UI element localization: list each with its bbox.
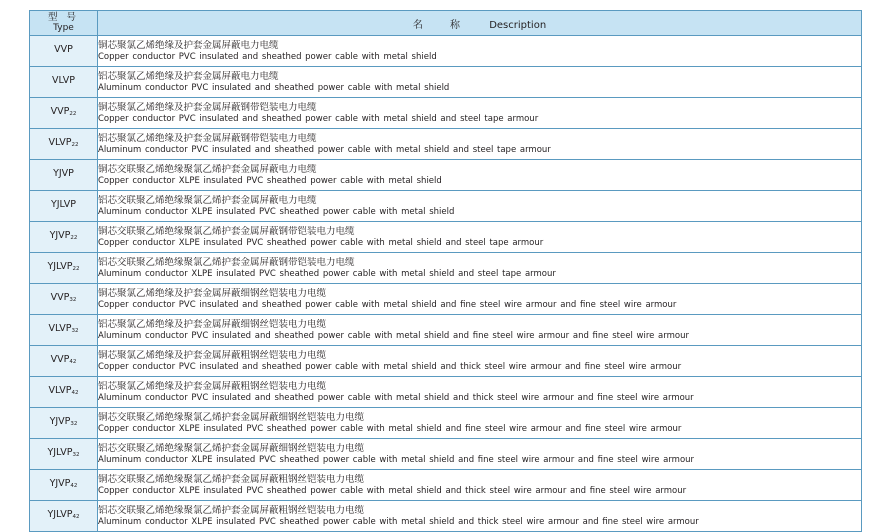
type-cell	[30, 36, 98, 67]
type-header-en: Type	[53, 23, 74, 33]
description-zh: 铝芯聚氯乙烯绝缘及护套金属屏蔽电力电缆	[98, 70, 279, 82]
table-row	[30, 191, 862, 222]
type-cell	[30, 129, 98, 160]
model-code: YJLVP	[50, 199, 77, 210]
description-zh: 铜芯聚氯乙烯绝缘及护套金属屏蔽电力电缆	[98, 39, 279, 51]
description-zh: 铝芯交联聚乙烯绝缘聚氯乙烯护套金属屏蔽电力电缆	[98, 194, 317, 206]
model-suffix: 22	[72, 266, 80, 272]
model-suffix: 42	[71, 390, 79, 396]
description-cell	[98, 67, 862, 98]
description-column-header	[98, 11, 862, 36]
type-cell	[30, 98, 98, 129]
description-cell	[98, 315, 862, 346]
model-suffix: 42	[70, 483, 78, 489]
description-en: Copper conductor PVC insulated and sheathed power cable with metal shield and thick steel wire armour and fine steel wire armour	[98, 361, 682, 372]
table-row	[30, 284, 862, 315]
table-row	[30, 253, 862, 284]
type-cell	[30, 191, 98, 222]
description-zh: 铜芯聚氯乙烯绝缘及护套金属屏蔽钢带铠装电力电缆	[98, 101, 317, 113]
cable-type-table	[29, 10, 862, 532]
model-suffix: 42	[69, 359, 77, 365]
description-en: Copper conductor XLPE insulated PVC sheathed power cable with metal shield and fine steel wire armour and fine steel wire armour	[98, 423, 682, 434]
model-code: YJVP	[49, 230, 71, 241]
description-zh: 铝芯交联聚乙烯绝缘聚氯乙烯护套金属屏蔽细钢丝铠装电力电缆	[98, 442, 365, 454]
description-en: Copper conductor XLPE insulated PVC sheathed power cable with metal shield and thick steel wire armour and fine steel wire armour	[98, 485, 687, 496]
type-cell	[30, 315, 98, 346]
type-cell	[30, 222, 98, 253]
description-zh: 铜芯交联聚乙烯绝缘聚氯乙烯护套金属屏蔽钢带铠装电力电缆	[98, 225, 355, 237]
type-column-header	[30, 11, 98, 36]
model-code: VVP	[50, 292, 70, 303]
description-en: Copper conductor XLPE insulated PVC sheathed power cable with metal shield	[98, 175, 442, 186]
table-row	[30, 222, 862, 253]
description-zh: 铝芯聚氯乙烯绝缘及护套金属屏蔽钢带铠装电力电缆	[98, 132, 317, 144]
type-header-zh: 型 号	[47, 12, 80, 23]
description-cell	[98, 253, 862, 284]
model-suffix: 22	[71, 142, 79, 148]
description-cell	[98, 377, 862, 408]
model-suffix: 32	[71, 328, 79, 334]
type-cell	[30, 284, 98, 315]
type-cell	[30, 377, 98, 408]
type-cell	[30, 67, 98, 98]
model-code: YJVP	[53, 168, 74, 179]
model-suffix: 32	[70, 421, 78, 427]
model-code: YJVP	[49, 478, 71, 489]
description-zh: 铜芯交联聚乙烯绝缘聚氯乙烯护套金属屏蔽粗钢丝铠装电力电缆	[98, 473, 365, 485]
table-row	[30, 439, 862, 470]
description-cell	[98, 222, 862, 253]
model-code: VLVP	[52, 75, 75, 86]
description-en: Copper conductor PVC insulated and sheathed power cable with metal shield and steel tape armour	[98, 113, 539, 124]
description-cell	[98, 439, 862, 470]
description-cell	[98, 36, 862, 67]
description-en: Aluminum conductor XLPE insulated PVC sheathed power cable with metal shield and thick steel wire armour and fine steel wire armour	[98, 516, 699, 527]
table-row	[30, 129, 862, 160]
table-row	[30, 36, 862, 67]
table-row	[30, 470, 862, 501]
model-code: VVP	[54, 44, 73, 55]
description-zh: 铜芯聚氯乙烯绝缘及护套金属屏蔽细钢丝铠装电力电缆	[98, 287, 327, 299]
type-cell	[30, 470, 98, 501]
table-row	[30, 67, 862, 98]
description-cell	[98, 408, 862, 439]
description-zh: 铝芯交联聚乙烯绝缘聚氯乙烯护套金属屏蔽粗钢丝铠装电力电缆	[98, 504, 365, 516]
model-code: VLVP	[48, 137, 72, 148]
table-row	[30, 346, 862, 377]
description-zh: 铝芯聚氯乙烯绝缘及护套金属屏蔽细钢丝铠装电力电缆	[98, 318, 327, 330]
model-code: VLVP	[48, 385, 72, 396]
model-code: YJLVP	[47, 447, 73, 458]
description-cell	[98, 470, 862, 501]
description-en: Aluminum conductor PVC insulated and sheathed power cable with metal shield and thick steel wire armour and fine steel wire armour	[98, 392, 694, 403]
description-zh: 铜芯交联聚乙烯绝缘聚氯乙烯护套金属屏蔽细钢丝铠装电力电缆	[98, 411, 365, 423]
description-cell	[98, 501, 862, 532]
model-suffix: 32	[72, 452, 80, 458]
description-zh: 铝芯交联聚乙烯绝缘聚氯乙烯护套金属屏蔽钢带铠装电力电缆	[98, 256, 355, 268]
description-zh: 铝芯聚氯乙烯绝缘及护套金属屏蔽粗钢丝铠装电力电缆	[98, 380, 327, 392]
description-en: Aluminum conductor XLPE insulated PVC sheathed power cable with metal shield	[98, 206, 455, 217]
table-row	[30, 98, 862, 129]
description-en: Aluminum conductor XLPE insulated PVC sheathed power cable with metal shield and steel tape armour	[98, 268, 556, 279]
model-code: VVP	[50, 354, 70, 365]
description-cell	[98, 129, 862, 160]
description-zh: 铜芯聚氯乙烯绝缘及护套金属屏蔽粗钢丝铠装电力电缆	[98, 349, 327, 361]
model-suffix: 42	[72, 514, 80, 520]
model-code: YJLVP	[47, 261, 73, 272]
type-cell	[30, 346, 98, 377]
description-en: Aluminum conductor PVC insulated and sheathed power cable with metal shield and fine steel wire armour and fine steel wire armour	[98, 330, 689, 341]
description-en: Aluminum conductor XLPE insulated PVC sheathed power cable with metal shield and fine steel wire armour and fine steel wire armour	[98, 454, 695, 465]
type-cell	[30, 408, 98, 439]
table-row	[30, 315, 862, 346]
model-code: VVP	[50, 106, 70, 117]
description-en: Copper conductor PVC insulated and sheathed power cable with metal shield and fine steel wire armour and fine steel wire armour	[98, 299, 677, 310]
type-cell	[30, 160, 98, 191]
model-code: YJVP	[49, 416, 71, 427]
description-en: Copper conductor PVC insulated and sheathed power cable with metal shield	[98, 51, 437, 62]
type-cell	[30, 253, 98, 284]
description-zh: 铜芯交联聚乙烯绝缘聚氯乙烯护套金属屏蔽电力电缆	[98, 163, 317, 175]
description-en: Copper conductor XLPE insulated PVC sheathed power cable with metal shield and steel tape armour	[98, 237, 544, 248]
description-cell	[98, 346, 862, 377]
name-header-en: Description	[489, 19, 547, 31]
table-row	[30, 377, 862, 408]
table-row	[30, 408, 862, 439]
description-en: Aluminum conductor PVC insulated and sheathed power cable with metal shield and steel tape armour	[98, 144, 551, 155]
model-code: YJLVP	[47, 509, 73, 520]
model-suffix: 22	[70, 235, 78, 241]
model-code: VLVP	[48, 323, 72, 334]
name-header-zh: 名 称	[412, 19, 473, 31]
description-en: Aluminum conductor PVC insulated and sheathed power cable with metal shield	[98, 82, 450, 93]
model-suffix: 22	[69, 111, 77, 117]
description-cell	[98, 160, 862, 191]
description-cell	[98, 98, 862, 129]
description-cell	[98, 284, 862, 315]
table-row	[30, 501, 862, 532]
header-row	[30, 11, 862, 36]
table-body	[30, 36, 862, 532]
model-suffix: 32	[69, 297, 77, 303]
type-cell	[30, 439, 98, 470]
table-row	[30, 160, 862, 191]
description-cell	[98, 191, 862, 222]
type-cell	[30, 501, 98, 532]
